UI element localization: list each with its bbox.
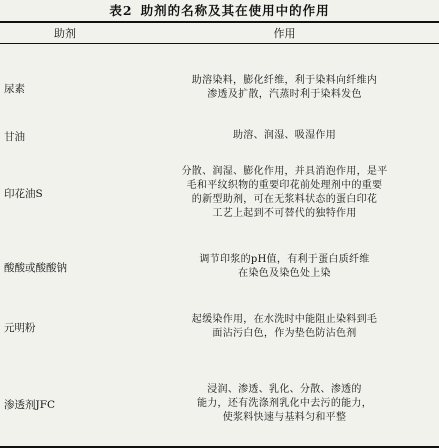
table-row <box>0 60 439 116</box>
table-row <box>0 368 439 440</box>
header-rule <box>0 43 439 44</box>
additive-function: 分散、润湿、膨化作用，并具消泡作用，是平 毛和平纹织物的重要印花前处理剂中的重要 的新型助剂，可在无浆料状态的蛋白印花 工艺上起到不可替代的独特作用 <box>181 166 388 219</box>
header-additive: 助剂 <box>54 27 76 40</box>
additive-name: 甘油 <box>4 130 25 143</box>
additive-function: 起缓染作用，在水洗时中能阻止染料到毛 面沾污白色，作为垫色防沾色剂 <box>191 314 378 339</box>
table-caption <box>0 0 439 20</box>
additive-name: 渗透剂JFC <box>4 398 56 411</box>
table-row <box>0 150 439 236</box>
table-number: 表2 <box>109 3 133 18</box>
additive-function: 助溶染料，膨化纤维，利于染料向纤维内 渗透及扩散，汽蒸时利于染料发色 <box>191 75 378 100</box>
additive-name: 印花油S <box>4 187 43 200</box>
table-row <box>0 244 439 290</box>
table-row <box>0 304 439 350</box>
header-function: 作用 <box>273 27 296 40</box>
additive-function: 助溶、润湿、吸湿作用 <box>233 130 336 141</box>
table-row <box>0 122 439 150</box>
additive-name: 元明粉 <box>4 321 36 334</box>
additive-function: 浸润、渗透、乳化、分散、渗透的 能力，还有洗涤剂乳化中去污的能力， 使浆料快速与基料匀和平整 <box>196 384 373 423</box>
table-title: 助剂的名称及其在使用中的作用 <box>140 3 330 18</box>
additive-name: 酸酸或酸酸钠 <box>4 261 67 274</box>
additive-name: 尿素 <box>4 82 25 95</box>
additive-function: 调节印浆的pH值，有利于蛋白质纤维 在染色及染色处上染 <box>199 254 370 279</box>
